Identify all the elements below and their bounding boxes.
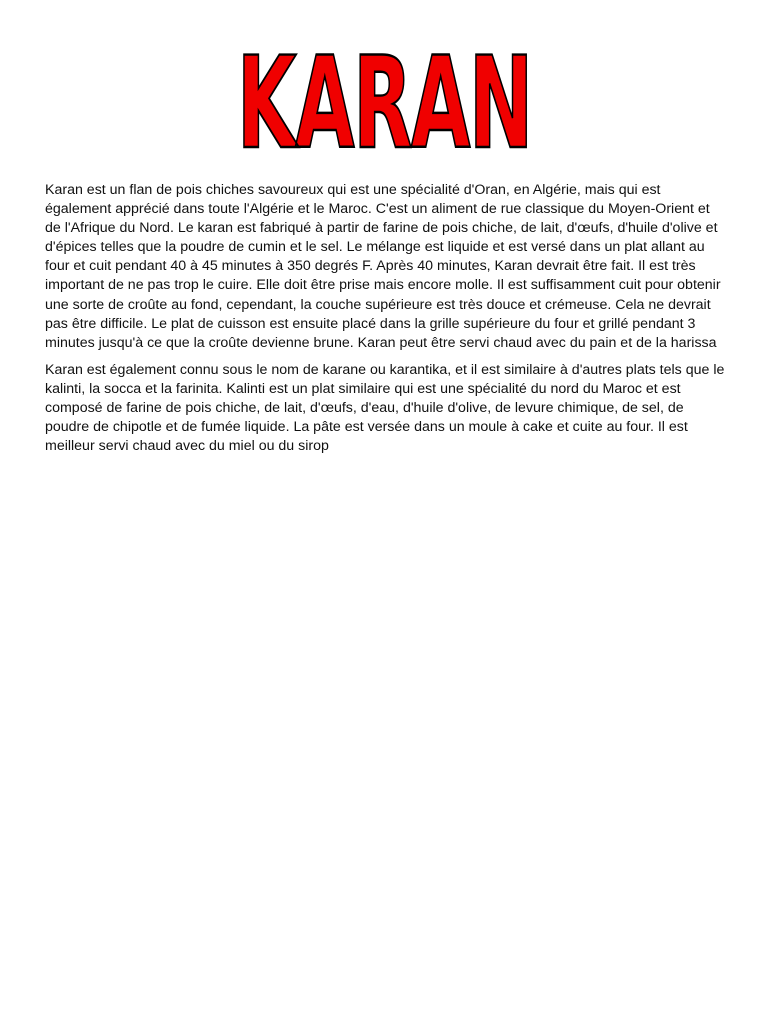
article-body <box>45 181 725 464</box>
title-container <box>0 28 768 178</box>
page-title: KARAN <box>236 28 532 178</box>
paragraph-2: Karan est également connu sous le nom de karane ou karantika, et il est similaire à d'autres plats tels que le kalinti, la socca et la farinita. Kalinti est un plat similaire qui est une spécialité du nord du Maroc et est composé de farine de pois chiche, de lait, d'œufs, d'eau, d'huile d'olive, de levure chimique, de sel, de poudre de chipotle et de fumée liquide. La pâte est versée dans un moule à cake et cuite au four. Il est meilleur servi chaud avec du miel ou du sirop <box>45 361 725 455</box>
paragraph-1: Karan est un flan de pois chiches savoureux qui est une spécialité d'Oran, en Algérie, mais qui est également apprécié dans toute l'Algérie et le Maroc. C'est un aliment de rue classique du Moyen-Orient et de l'Afrique du Nord. Le karan est fabriqué à partir de farine de pois chiche, de lait, d'œufs, d'huile d'olive et d'épices telles que la poudre de cumin et le sel. Le mélange est liquide et est versé dans un plat allant au four et cuit pendant 40 à 45 minutes à 350 degrés F. Après 40 minutes, Karan devrait être fait. Il est très important de ne pas trop le cuire. Elle doit être prise mais encore molle. Il est suffisamment cuit pour obtenir une sorte de croûte au fond, cependant, la couche supérieure est très douce et crémeuse. Cela ne devrait pas être difficile. Le plat de cuisson est ensuite placé dans la grille supérieure du four et grillé pendant 3 minutes jusqu'à ce que la croûte devienne brune. Karan peut être servi chaud avec du pain et de la harissa <box>45 182 721 351</box>
